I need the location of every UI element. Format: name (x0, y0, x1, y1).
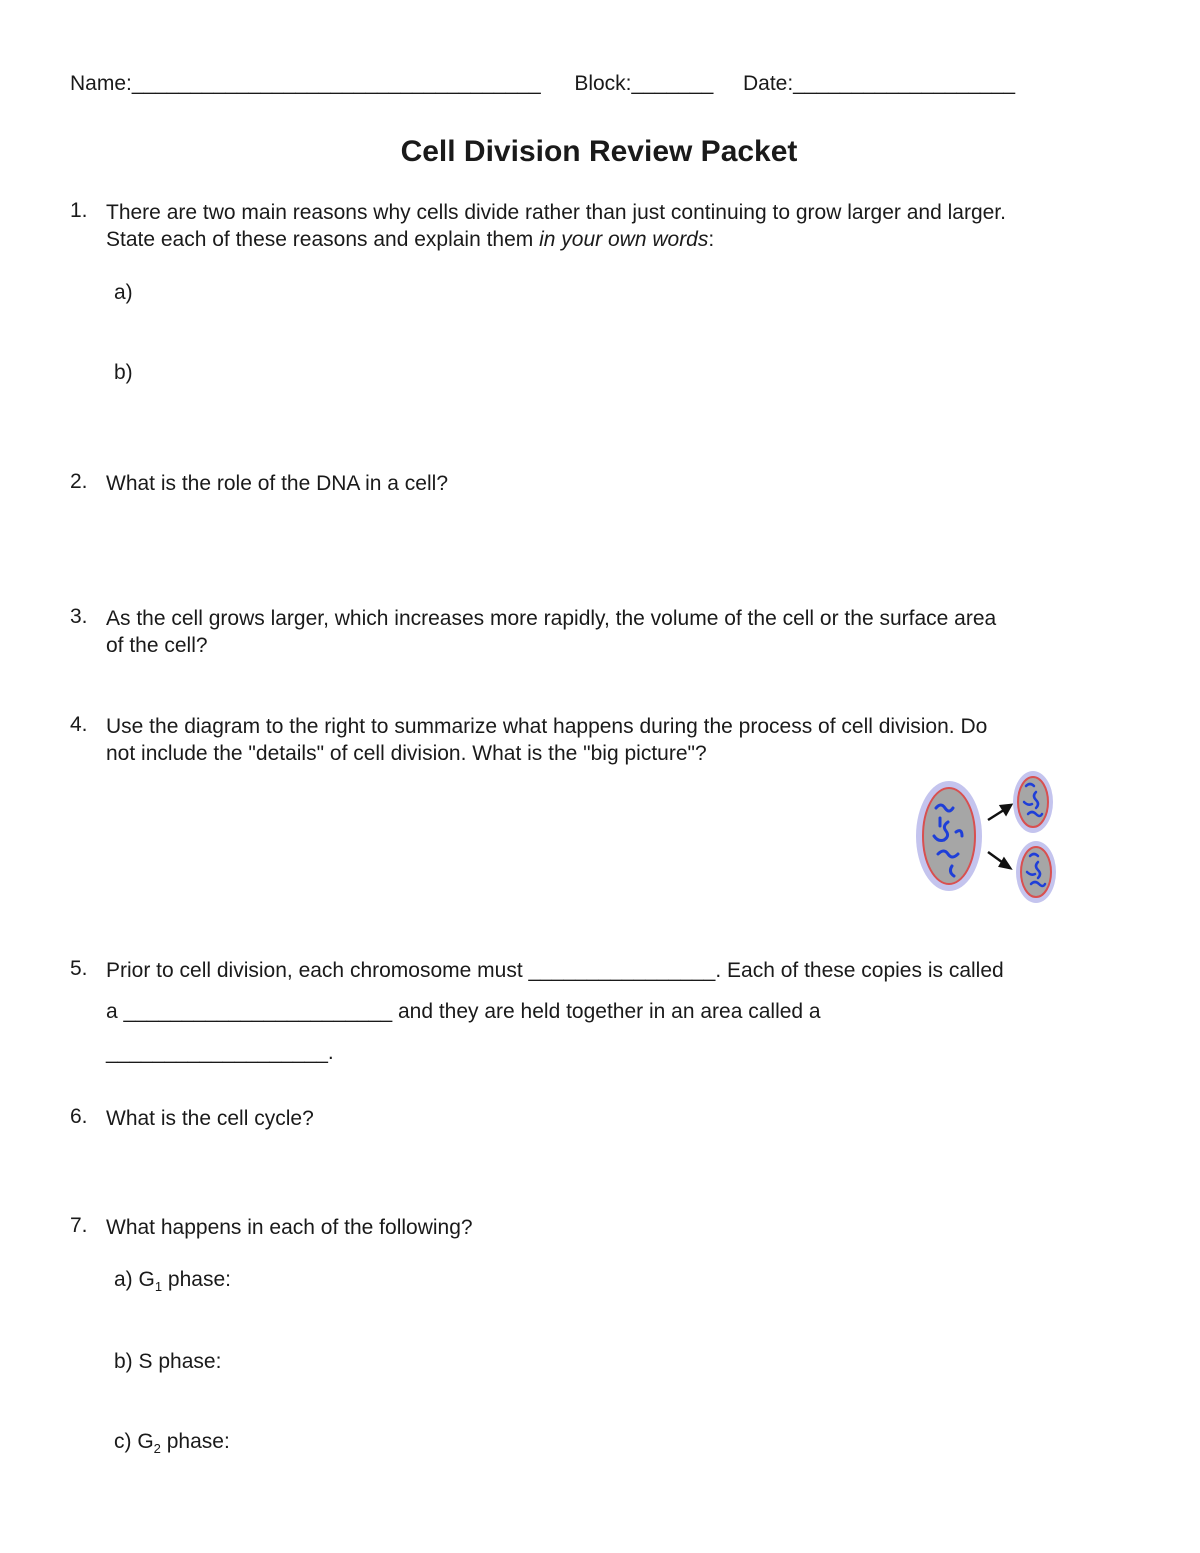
question-number: 7. (70, 1214, 88, 1237)
division-arrows (988, 805, 1011, 868)
name-label: Name: (70, 72, 132, 95)
fill-in-line-1[interactable]: Prior to cell division, each chromosome must ________________. Each of these copies is called (106, 959, 1004, 982)
answer-label-a: a) (114, 281, 133, 304)
question-text: What is the cell cycle? (106, 1107, 314, 1130)
date-field[interactable]: ___________________ (793, 72, 1016, 95)
block-field[interactable]: _______ (631, 72, 714, 95)
answer-label-b: b) (114, 361, 133, 384)
question-text-line2: of the cell? (106, 634, 208, 657)
answer-label-g2: c) $G_2$ phase: (114, 1430, 230, 1457)
answer-label-g1: a) $G_1$ phase: (114, 1268, 231, 1295)
question-text: As the cell grows larger, which increases more rapidly, the volume of the cell or the surface area (106, 607, 997, 630)
page-title: Cell Division Review Packet (400, 135, 798, 168)
question-text: There are two main reasons why cells divide rather than just continuing to grow larger and larger. (106, 201, 1006, 224)
question-number: 3. (70, 605, 88, 628)
question-text: Use the diagram to the right to summarize what happens during the process of cell division. Do (106, 715, 988, 738)
question-number: 6. (70, 1105, 88, 1128)
question-number: 1. (70, 199, 88, 222)
fill-in-line-3[interactable]: ___________________. (106, 1041, 334, 1064)
question-text: What is the role of the DNA in a cell? (106, 472, 448, 495)
header-line (70, 72, 1015, 96)
fill-in-line-2[interactable]: a _______________________ and they are held together in an area called a (106, 1000, 821, 1023)
cell-division-icon (912, 770, 1062, 906)
date-label: Date: (742, 72, 794, 95)
emphasis-text: in your own words (539, 228, 709, 251)
question-text: What happens in each of the following? (106, 1216, 473, 1239)
question-number: 2. (70, 470, 88, 493)
question-number: 5. (70, 957, 88, 980)
block-label: Block: (574, 72, 632, 95)
answer-label-s: b) S phase: (114, 1350, 222, 1373)
question-text-line2: not include the "details" of cell division. What is the "big picture"? (106, 742, 707, 765)
question-text-line2: State each of these reasons and explain them in your own words: (106, 228, 715, 251)
question-number: 4. (70, 713, 88, 736)
name-field[interactable]: ___________________________________ (131, 72, 541, 95)
